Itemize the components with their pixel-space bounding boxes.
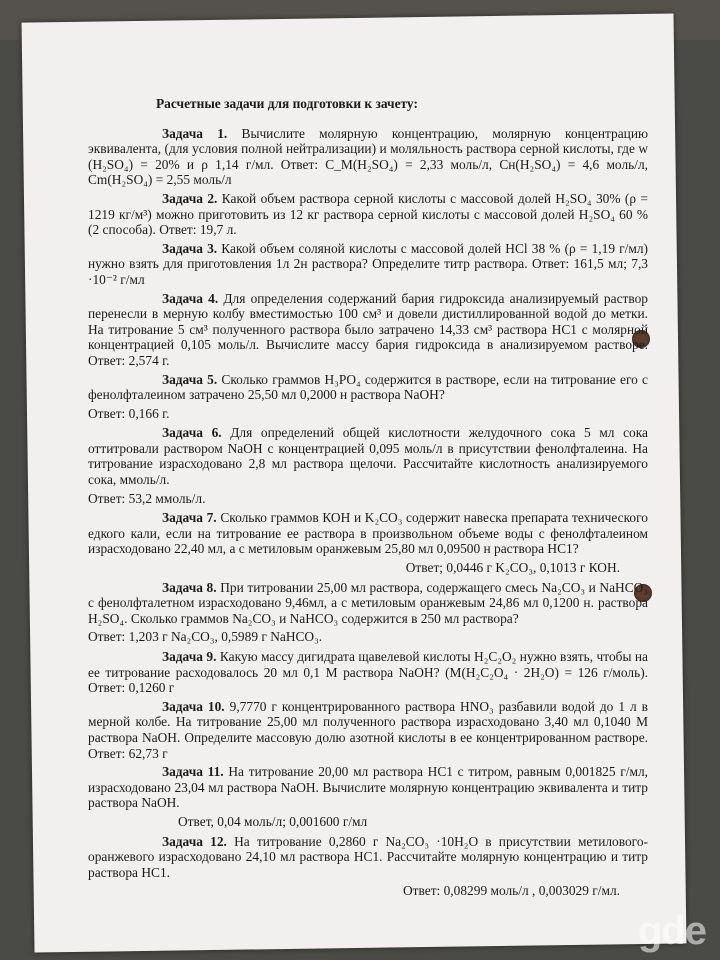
- task-answer: Ответ, 0,04 моль/л; 0,001600 г/мл: [178, 813, 368, 829]
- task-answer: Ответ: 0,08299 моль/л , 0,003029 г/мл.: [402, 883, 620, 899]
- task-answer: Ответ: 1,203 г Na₂CO₃, 0,5989 г NaHCO₃.: [88, 629, 323, 645]
- task-10: [88, 699, 648, 761]
- task-text: Для определения содержаний бария гидроксида анализируемый раствор перенесли в мерную колбу вместимостью 100 см³ и довели дистиллированной водой до метки. На титрование 5 см³ полученного раствора было затрачено 14,33 см³ раствора HC1 с молярной концентрацией 0,105 моль/л. Вычислите массу бария гидроксида в анализируемом растворе.: [88, 290, 648, 353]
- task-label: Задача 11.: [162, 764, 224, 780]
- task-6: [88, 425, 648, 487]
- task-text: При титровании 25,00 мл раствора, содержащего смесь Na₂CO₃ и NaHCO₃ с фенолфталетном израсходовано 9,46мл, а с метиловым оранжевым 24,86 мл 0,1200 н. раствора H₂SO₄. Сколько граммов Na₂CO₃ и NaHCO₃ содержится в 250 мл раствора?: [88, 579, 648, 626]
- document-title: Расчетные задачи для подготовки к зачету:: [156, 96, 418, 111]
- task-label: Задача 6.: [162, 425, 222, 441]
- task-text: На титрование 20,00 мл раствора HC1 с титром, равным 0,001825 г/мл, израсходовано 23,04 мл раствора NaOH. Вычислите молярную концентрацию эквивалента и титр раствора NaOH.: [88, 764, 648, 811]
- task-text: Вычислите молярную концентрацию, молярную концентрацию эквивалента, (для условия полной нейтрализации) и моляльность раствора серной кислоты, где w (H₂SO₄) = 20% и ρ 1,14 г/мл. Ответ: C_M(H₂SO₄) = 2,33 моль/л, Cн(H₂SO₄) = 4,6 моль/л, Cm(H₂SO₄) = 2,55 моль/л: [88, 125, 648, 188]
- watermark-logo: gde: [637, 909, 706, 953]
- task-label: Задача 10.: [162, 698, 225, 714]
- task-label: Задача 12.: [162, 833, 227, 849]
- task-label: Задача 3.: [162, 240, 218, 256]
- task-2: [88, 191, 648, 238]
- task-label: Задача 5.: [162, 371, 218, 387]
- task-text: Какой объем раствора серной кислоты с массовой долей H₂SO₄ 30% (ρ = 1219 кг/м³) можно приготовить из 12 кг раствора серной кислоты с массовой долей H₂SO₄ 60 % (2 способа).: [88, 190, 648, 238]
- task-label: Задача 4.: [162, 290, 219, 306]
- task-3: [88, 241, 648, 288]
- task-answer: Ответ: 2,574 г.: [88, 352, 170, 368]
- task-4: [88, 291, 648, 369]
- task-answer: Ответ: 0,1260 г: [88, 680, 175, 696]
- task-12: [88, 834, 648, 881]
- task-text: Сколько граммов H₃PO₄ содержится в растворе, если на титрование его с фенолфталеином затрачено 25,50 мл 0,2000 н раствора NaOH?: [88, 371, 648, 403]
- task-answer: Ответ: 161,5 мл; 7,3 ·10⁻² г/мл: [88, 256, 648, 287]
- task-text: Сколько граммов КОН и K₂CO₃ содержит навеска препарата технического едкого кали, если на титрование ее раствора в произвольном объеме воды с фенолфталеином израсходовано 22,40 мл, а с метиловым оранжевым 25,80 мл 0,09500 н раствора HC1?: [88, 510, 648, 557]
- task-answer: Ответ; 0,0446 г K₂CO₃, 0,1013 г КОН.: [405, 560, 620, 576]
- task-text: Для определений общей кислотности желудочного сока 5 мл сока оттитровали раствором NaOH с концентрацией 0,095 моль/л в присутствии фенолфталеина. На титрование израсходовано 2,8 мл раствора щелочи. Рассчитайте кислотность анализируемого сока, ммоль/л.: [88, 425, 649, 488]
- task-label: Задача 7.: [162, 510, 217, 526]
- task-label: Задача 1.: [162, 125, 228, 141]
- task-label: Задача 2.: [162, 190, 218, 206]
- task-answer: Ответ: 53,2 ммоль/л.: [88, 490, 206, 506]
- task-text: На титрование 0,2860 г Na₂CO₃ ·10H₂O в присутствии метилового-оранжевого израсходовано 24,10 мл раствора HC1. Рассчитайте молярную концентрацию и титр раствора HC1.: [88, 833, 648, 880]
- task-answer: Ответ: 62,73 г: [88, 745, 168, 761]
- task-label: Задача 9.: [162, 649, 217, 664]
- task-text: Какую массу дигидрата щавелевой кислоты H₂C₂O₂ нужно взять, чтобы на ее титрование расходовалось 20 мл 0,1 М раствора NaOH? (M(H₂C₂O₄ · 2H₂O) = 126 г/моль).: [88, 649, 648, 680]
- task-11: [88, 764, 648, 811]
- task-7: [88, 510, 648, 557]
- document-body: [88, 96, 648, 903]
- task-label: Задача 8.: [162, 579, 217, 595]
- task-text: Какой объем соляной кислоты с массовой долей HCl 38 % (ρ = 1,19 г/мл) нужно взять для приготовления 1л 2н раствора? Определите титр раствора.: [88, 240, 648, 272]
- task-answer: Ответ: 19,7 л.: [159, 222, 237, 238]
- task-1: [88, 126, 648, 188]
- task-answer: Ответ: 0,166 г.: [88, 405, 170, 421]
- task-text: 9,7770 г концентрированного раствора HNO₃ разбавили водой до 1 л в мерной колбе. На титрование 25,00 мл полученного раствора израсходовано 3,40 мл 0,1040 М раствора NaOH. Определите массовую долю азотной кислоты в ее концентрированном растворе.: [88, 698, 648, 745]
- task-8: [88, 580, 648, 627]
- task-5: [88, 372, 648, 403]
- task-9: [88, 649, 648, 696]
